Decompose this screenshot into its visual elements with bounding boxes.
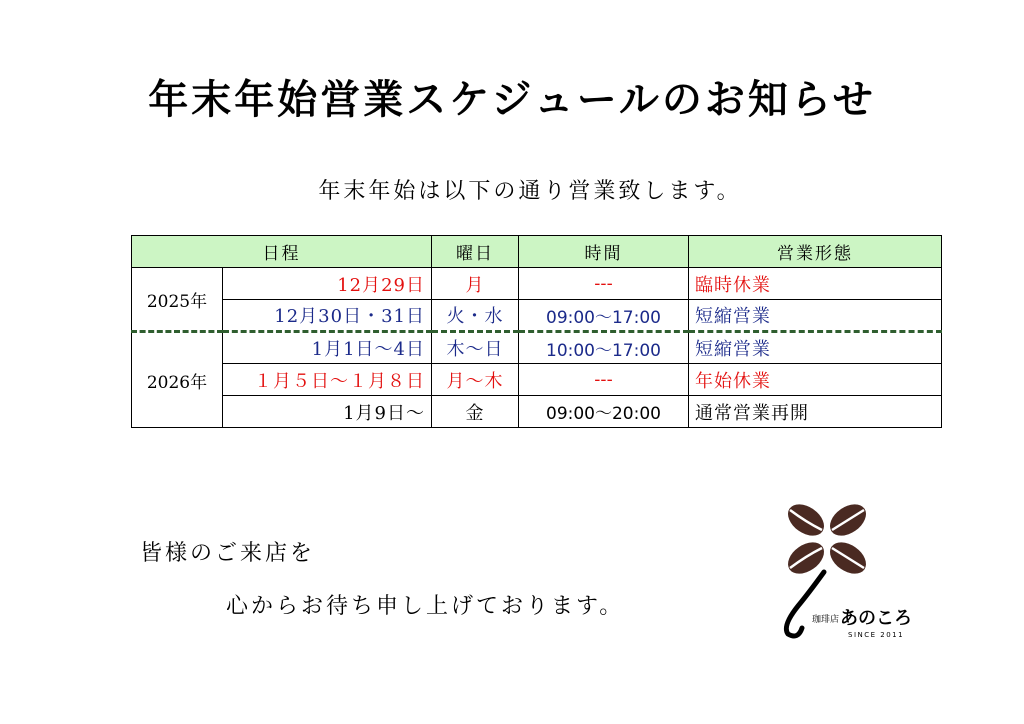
table-row xyxy=(132,364,942,396)
cafe-logo xyxy=(768,494,918,644)
header-hours: 時間 xyxy=(519,236,689,268)
logo-since: SINCE 2011 xyxy=(848,631,905,639)
year-2026-cell: 2026年 xyxy=(132,332,223,428)
date-cell: 12月30日・31日 xyxy=(223,300,432,332)
status-cell: 短縮営業 xyxy=(689,300,942,332)
day-cell: 月～木 xyxy=(432,364,519,396)
table-row xyxy=(132,300,942,332)
table-row xyxy=(132,396,942,428)
table-header-row xyxy=(132,236,942,268)
day-cell: 金 xyxy=(432,396,519,428)
header-day: 曜日 xyxy=(432,236,519,268)
status-cell: 年始休業 xyxy=(689,364,942,396)
notice-subtitle: 年末年始は以下の通り営業致します。 xyxy=(318,179,742,204)
date-cell: 12月29日 xyxy=(223,268,432,300)
logo-prefix: 珈琲店 xyxy=(812,615,840,625)
date-cell: １月５日～１月８日 xyxy=(223,364,432,396)
page-title: 年末年始営業スケジュールのお知らせ xyxy=(148,76,876,123)
table-row xyxy=(132,332,942,364)
date-cell: 1月9日～ xyxy=(223,396,432,428)
day-cell: 火・水 xyxy=(432,300,519,332)
date-cell: 1月1日～4日 xyxy=(223,332,432,364)
status-cell: 通常営業再開 xyxy=(689,396,942,428)
status-cell: 短縮営業 xyxy=(689,332,942,364)
status-cell: 臨時休業 xyxy=(689,268,942,300)
closing-message xyxy=(140,536,624,620)
logo-brand: あのころ xyxy=(840,608,912,629)
day-cell: 月 xyxy=(432,268,519,300)
schedule-table xyxy=(131,235,942,428)
hours-cell: 09:00～20:00 xyxy=(519,396,689,428)
year-2025-cell: 2025年 xyxy=(132,268,223,332)
table-row xyxy=(132,268,942,300)
hours-cell: --- xyxy=(519,364,689,396)
hours-cell: 09:00～17:00 xyxy=(519,300,689,332)
day-cell: 木～日 xyxy=(432,332,519,364)
header-status: 営業形態 xyxy=(689,236,942,268)
header-schedule: 日程 xyxy=(132,236,432,268)
closing-line-2: 心からお待ち申し上げております。 xyxy=(226,594,625,619)
closing-line-1: 皆様のご来店を xyxy=(140,541,316,566)
hours-cell: 10:00～17:00 xyxy=(519,332,689,364)
hours-cell: --- xyxy=(519,268,689,300)
